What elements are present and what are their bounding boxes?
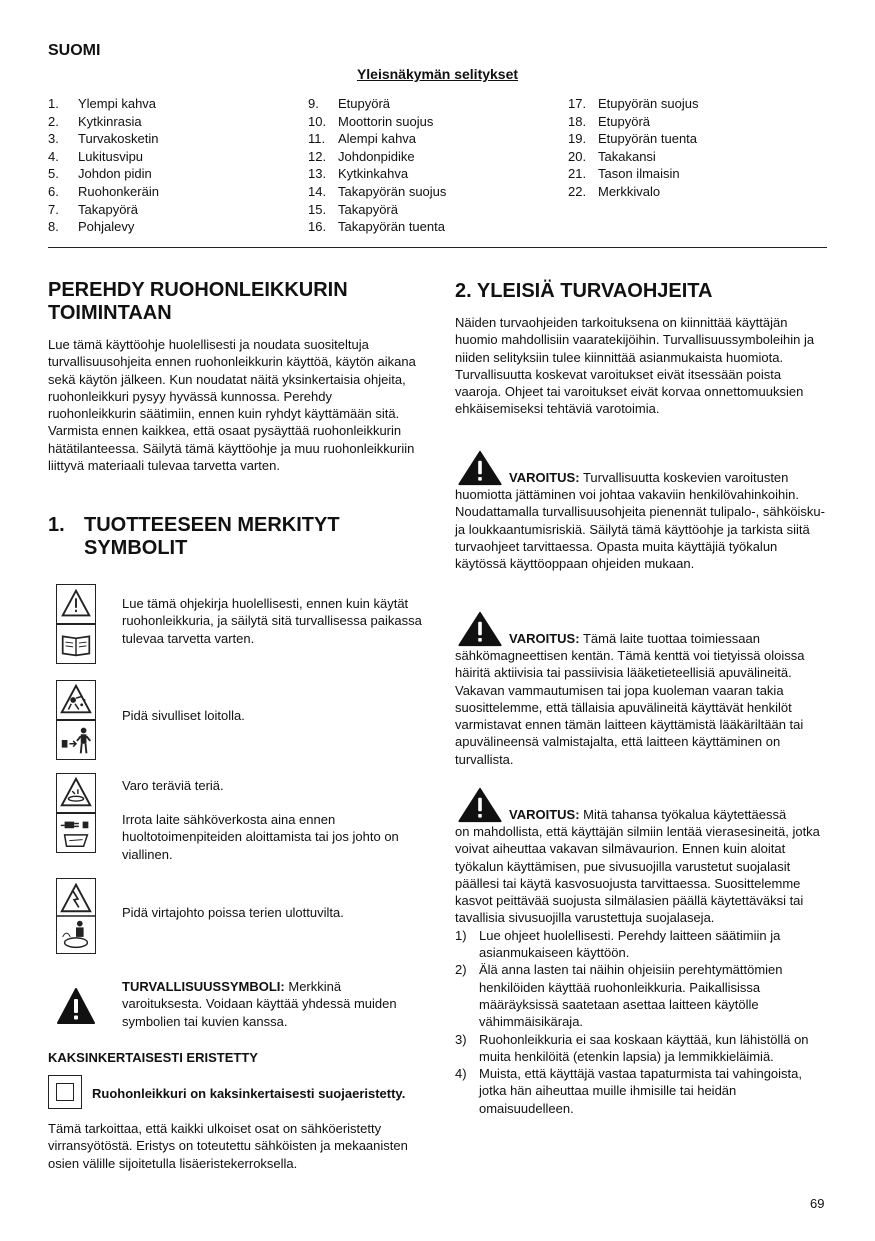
symbol-bystanders — [56, 680, 426, 762]
warning-icon — [455, 787, 505, 823]
warning-2-text: sähkömagneettisen kentän. Tämä kenttä voi tietyissä oloissa häiritä aktiivisia tai passiivisia lääketieteellisiä apuvälineitä. Vakavan vammautumisen tai jopa kuoleman vaaran takia suosittelemme, että tällaisia apuvälineitä käyttävät henkilöt varmistavat ennen tämän laitteen käyttämistä lääkäriltään tai apuvälineensä valmistajalta, että laitteen käyttäminen on turvallista. — [455, 648, 805, 767]
safety-symbol-label: TURVALLISUUSSYMBOLI: — [122, 979, 285, 994]
legend-item-label: Pohjalevy — [78, 219, 135, 235]
legend-item-number: 18. — [568, 113, 587, 129]
safety-list-number: 3) — [455, 1031, 467, 1047]
legend-column-2 — [308, 95, 446, 236]
legend-item-number: 20. — [568, 148, 587, 164]
legend-item — [308, 218, 446, 236]
warning-3-text: on mahdollista, että käyttäjän silmiin lentää vierasesineitä, jotka voivat aiheuttaa vakavan silmävaurion. Ennen kuin aloitat työkalun käyttämisen, pue sivusuojilla varustetut suojalasit päällesi tai käytä kasvosuojusta tarvittaessa. Suosittelemme kasvot peittävää suojusta silmälasien päällä käytettäväksi tai tavallisia sivusuojilla varustettuja suojalaseja. — [455, 824, 820, 926]
legend-item-label: Takapyörän suojus — [338, 183, 447, 199]
warning-icon — [455, 611, 505, 647]
safety-heading: 2. YLEISIÄ TURVAOHJEITA — [455, 280, 713, 302]
safety-list-text: Älä anna lasten tai näihin ohjeisiin perehtymättömien henkilöiden käyttää ruohonleikkuria. Paikallisissa määräyksissä saatetaan asettaa laitteen käytölle vähimmäisikäraja. — [479, 962, 783, 1030]
warning-icon — [455, 450, 505, 486]
legend-item-label: Etupyörä — [598, 113, 651, 129]
legend-item-number: 8. — [48, 219, 59, 235]
legend-item-label: Ruohonkeräin — [78, 183, 159, 199]
legend-item-number: 22. — [568, 183, 587, 199]
legend-item — [308, 130, 446, 148]
safety-list-number: 1) — [455, 927, 467, 943]
intro-text: Lue tämä käyttöohje huolellisesti ja noudata suositeltuja turvallisuusohjeita ennen ruohonleikkurin käyttöä, käytön aikana sekä käytön jälkeen. Kun noudatat näitä yksinkertaisia ohjeita, ruohonleikkuri pysyy hyvässä kunnossa. Perehdy ruohonleikkurin säätimiin, ennen kuin ryhdyt käyttämään sitä. Varmista ennen kaikkea, että osaat pysäyttää ruohonleikkurin hätätilanteessa. Säilytä tämä käyttöohje ja muu ruohonleikkuriin liittyvä materiaali tulevaa tarvetta varten. — [48, 337, 416, 474]
legend-item — [48, 113, 159, 131]
legend-item — [48, 130, 159, 148]
legend-item — [48, 148, 159, 166]
double-insulated-heading: KAKSINKERTAISESTI ERISTETTY — [48, 1050, 258, 1065]
legend-item — [568, 165, 698, 183]
legend-item-label: Kytkinkahva — [338, 166, 409, 182]
symbol-blades-unplug — [56, 773, 426, 862]
unplug-icon — [56, 813, 96, 853]
safety-list-item — [455, 927, 830, 962]
safety-list — [455, 927, 830, 1117]
legend-column-3 — [568, 95, 698, 201]
warning-block-3 — [455, 787, 830, 1117]
warning-triangle-icon — [56, 584, 96, 624]
legend-item-label: Tason ilmaisin — [598, 166, 680, 182]
warning-label: VAROITUS: — [509, 806, 580, 822]
intro-heading: PEREHDY RUOHONLEIKKURIN TOIMINTAAN — [48, 279, 348, 324]
legend-item — [48, 165, 159, 183]
symbols-heading-text: TUOTTEESEEN MERKITYT SYMBOLIT — [84, 514, 340, 559]
safety-list-text: Ruohonleikkuria ei saa koskaan käyttää, kun lähistöllä on muita henkilöitä (etenkin lapsia) ja lemmikkieläimiä. — [479, 1031, 809, 1064]
warning-label: VAROITUS: — [509, 469, 580, 485]
symbol-cord-text: Pidä virtajohto poissa terien ulottuvilta. — [122, 905, 344, 920]
legend-item — [48, 95, 159, 113]
warning-icon — [56, 986, 96, 1026]
warning-label: VAROITUS: — [509, 630, 580, 646]
legend-item — [568, 113, 698, 131]
legend-item — [48, 183, 159, 201]
symbols-heading-number: 1. — [48, 514, 65, 536]
legend-item-label: Ylempi kahva — [78, 96, 157, 111]
legend-item-number: 11. — [308, 131, 326, 147]
legend-item-number: 14. — [308, 183, 327, 199]
legend-item-label: Moottorin suojus — [338, 113, 434, 129]
symbol-bystanders-text: Pidä sivulliset loitolla. — [122, 708, 245, 723]
legend-item-label: Takapyörän tuenta — [338, 219, 445, 235]
legend-item — [48, 201, 159, 219]
legend-item — [308, 95, 446, 113]
legend-item-number: 4. — [48, 148, 59, 164]
symbol-unplug-text: Irrota laite sähköverkosta aina ennen huoltotoimenpiteiden aloittamista tai jos johto on viallinen. — [122, 812, 399, 862]
flying-debris-icon — [56, 680, 96, 720]
legend-item-label: Lukitusvipu — [78, 148, 144, 164]
legend-item-number: 2. — [48, 113, 59, 129]
language-label: SUOMI — [48, 42, 101, 59]
legend-item-label: Takapyörä — [78, 201, 138, 217]
page-number: 69 — [810, 1196, 825, 1211]
legend-item-number: 3. — [48, 131, 59, 147]
legend-item-number: 9. — [308, 96, 319, 111]
divider — [48, 247, 827, 248]
symbol-cord — [56, 878, 426, 954]
symbol-blades-text: Varo teräviä teriä. — [122, 778, 224, 793]
safety-list-item — [455, 1065, 830, 1117]
symbol-read-manual-text: Lue tämä ohjekirja huolellisesti, ennen kuin käytät ruohonleikkuria, ja säilytä sitä turvallisessa paikassa tulevaa tarvetta varten. — [122, 596, 422, 646]
legend-item-label: Alempi kahva — [338, 131, 417, 147]
legend-item — [568, 148, 698, 166]
legend-item — [568, 130, 698, 148]
legend-item-number: 5. — [48, 166, 59, 182]
warning-1-text: huomiotta jättäminen voi johtaa vakaviin henkilövahinkoihin. Noudattamalla turvallisuusohjeita pienennät tulipalo-, sähköisku- ja loukkaantumisriskiä. Säilytä tämä käyttöohje ja tarkista siitä turvaohjeet tarvittaessa. Opasta muita käyttäjiä työkalun käytössä käyttöoppaan ohjeiden mukaan. — [455, 487, 825, 572]
keep-distance-icon — [56, 720, 96, 760]
legend-item-label: Etupyörän tuenta — [598, 131, 698, 147]
warning-3-first: Mitä tahansa työkalua käytettäessä — [583, 806, 787, 822]
legend-column-1 — [48, 95, 159, 236]
safety-list-number: 2) — [455, 962, 467, 978]
legend-item-label: Johdon pidin — [78, 166, 152, 182]
legend-item — [308, 201, 446, 219]
double-insulated-text: Tämä tarkoittaa, että kaikki ulkoiset osat on sähköeristetty virransyötöstä. Eristys on toteutettu sähköisten ja mekaanisten osien välille sijoitetulla lisäeristekerroksella. — [48, 1121, 408, 1171]
legend-item-label: Turvakosketin — [78, 131, 159, 147]
legend-item-number: 15. — [308, 201, 327, 217]
legend-item-number: 16. — [308, 219, 327, 235]
legend-item-number: 17. — [568, 96, 587, 111]
legend-item-number: 10. — [308, 113, 327, 129]
legend-item-number: 1. — [48, 96, 59, 111]
legend-item-label: Takapyörä — [338, 201, 398, 217]
cord-blade-icon — [56, 878, 96, 954]
safety-intro: Näiden turvaohjeiden tarkoituksena on kiinnittää käyttäjän huomio mahdollisiin vaaratekijöihin. Turvallisuussymboleihin ja niiden selityksiin tulee kiinnittää asianmukaista huomiota. Turvallisuutta koskevat varoitukset eivät itsessään poista vaaroja. Ohjeet tai varoitukset eivät korvaa onnettomuuksien ehkäisemiseksi tehtäviä varotoimia. — [455, 315, 815, 417]
legend-item-label: Etupyörä — [338, 96, 391, 111]
legend-item-label: Johdonpidike — [338, 148, 415, 164]
book-icon — [56, 624, 96, 664]
legend-item-label: Etupyörän suojus — [598, 96, 699, 111]
legend-item-label: Kytkinrasia — [78, 113, 142, 129]
legend-item-number: 13. — [308, 166, 327, 182]
safety-symbol-desc: Merkkinä varoituksesta. Voidaan käyttää yhdessä muiden symbolien tai kuvien kanssa. — [122, 979, 397, 1029]
legend-item — [308, 165, 446, 183]
warning-2-first: Tämä laite tuottaa toimiessaan — [582, 630, 760, 646]
safety-list-number: 4) — [455, 1066, 467, 1082]
legend-item-label: Merkkivalo — [598, 183, 661, 199]
legend-item — [308, 183, 446, 201]
symbol-read-manual — [56, 584, 426, 666]
double-insulation-icon — [48, 1075, 82, 1109]
legend-item — [308, 113, 446, 131]
warning-block-1 — [455, 450, 830, 572]
legend-item-number: 21. — [568, 166, 587, 182]
double-insulated-label: Ruohonleikkuri on kaksinkertaisesti suojaeristetty. — [92, 1086, 406, 1101]
legend-item — [48, 218, 159, 236]
safety-list-text: Lue ohjeet huolellisesti. Perehdy laitteen säätimiin ja asianmukaiseen käyttöön. — [479, 927, 781, 961]
safety-symbol — [56, 979, 426, 1042]
legend-item-number: 7. — [48, 201, 59, 217]
warning-block-2 — [455, 611, 830, 768]
legend-title: Yleisnäkymän selitykset — [356, 66, 519, 82]
legend-item — [568, 183, 698, 201]
warning-1-first: Turvallisuutta koskevien varoitusten — [582, 469, 789, 485]
safety-symbol-text — [122, 978, 422, 1030]
legend-item-label: Takakansi — [598, 148, 656, 164]
safety-list-item — [455, 961, 830, 1030]
sharp-blade-icon — [56, 773, 96, 813]
safety-list-item — [455, 1031, 830, 1066]
legend-item-number: 19. — [568, 131, 587, 147]
legend-item-number: 6. — [48, 183, 59, 199]
symbols-heading — [48, 514, 418, 560]
legend-item-number: 12. — [308, 148, 327, 164]
legend-item — [308, 148, 446, 166]
legend-item — [568, 95, 698, 113]
safety-list-text: Muista, että käyttäjä vastaa tapaturmista tai vahingoista, jotka hän aiheuttaa muille ihmisille tai heidän omaisuudelleen. — [479, 1066, 803, 1116]
